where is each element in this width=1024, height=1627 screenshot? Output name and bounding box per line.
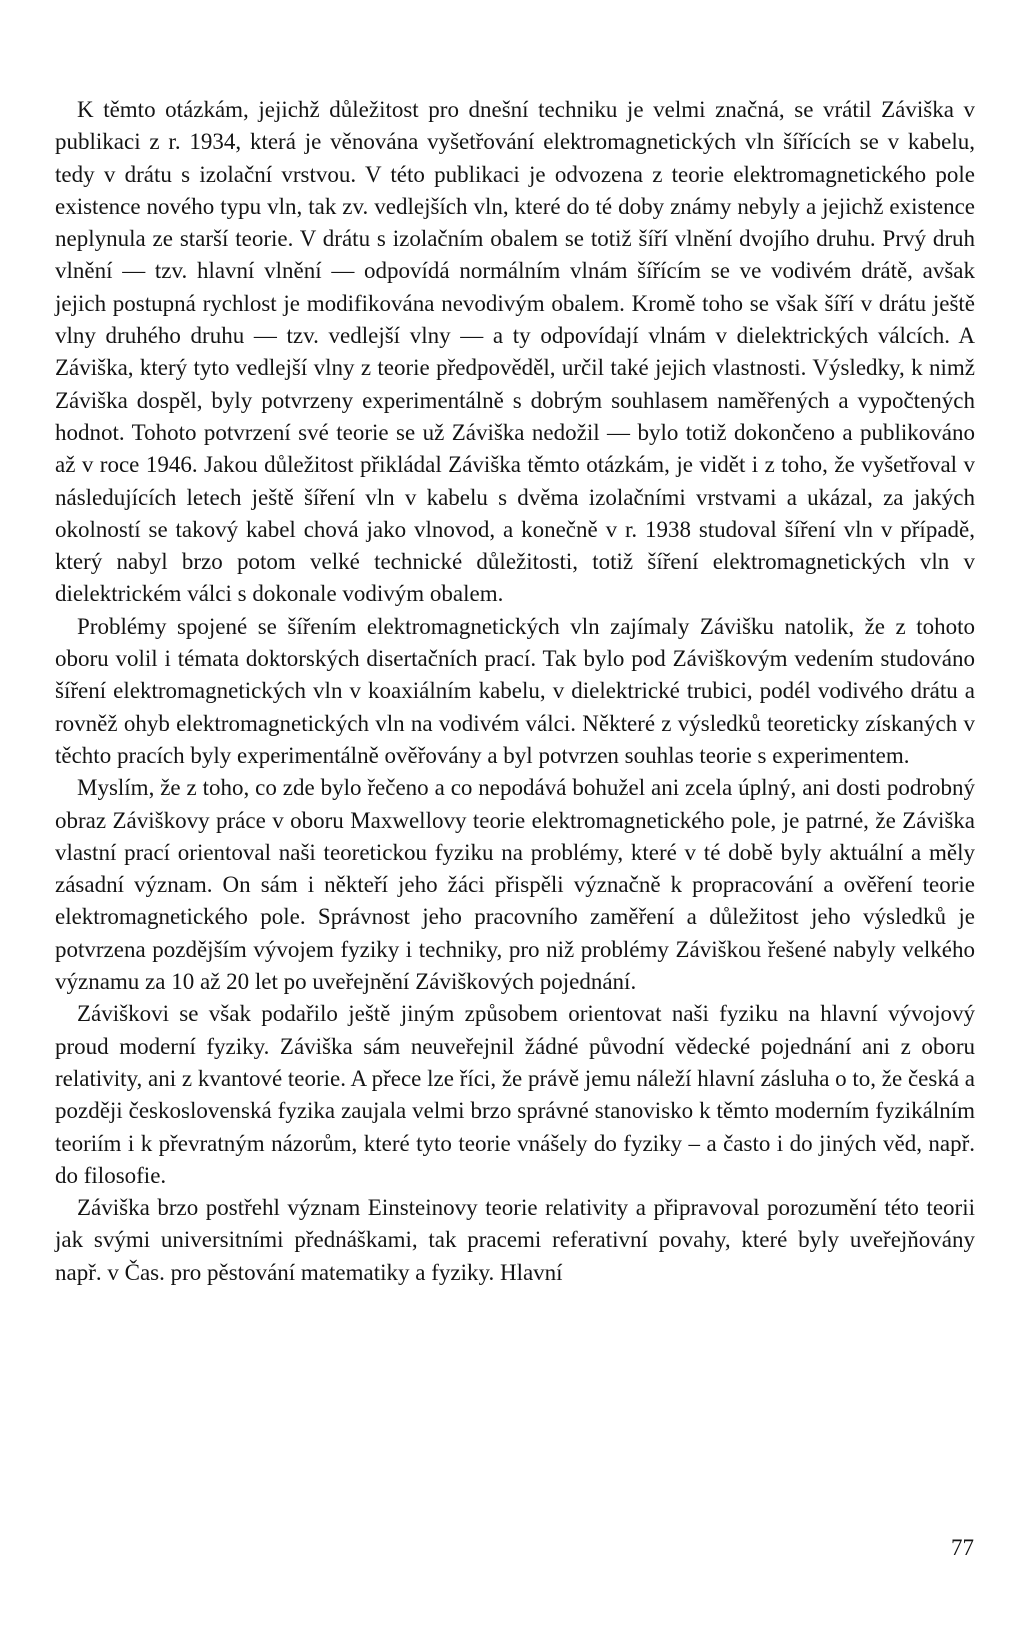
body-text [55,94,975,1289]
paragraph-2: Problémy spojené se šířením elektromagnetických vln zajímaly Závišku natolik, že z tohoto oboru volil i témata doktorských disertačních prací. Tak bylo pod Záviškovým vedením studováno šíření elektromagnetických vln v koaxiálním kabelu, v dielektrické trubici, podél vodivého drátu a rovněž ohyb elektromagnetických vln na vodivém válci. Některé z výsledků teoreticky získaných v těchto pracích byly experimentálně ověřovány a byl potvrzen souhlas teorie s experimentem. [55,613,975,768]
paragraph-4: Záviškovi se však podařilo ještě jiným způsobem orientovat naši fyziku na hlavní vývojový proud moderní fyziky. Záviška sám neuveřejnil žádné původní vědecké pojednání ani z oboru relativity, ani z kvantové teorie. A přece lze říci, že právě jemu náleží hlavní zásluha o to, že česká a později československá fyzika zaujala velmi brzo správné stanovisko k těmto moderním fyzikálním teoriím i k převratným názorům, které tyto teorie vnášely do fyziky – a často i do jiných věd, např. do filosofie. [55,1001,975,1188]
page-number: 77 [951,1535,974,1560]
paragraph-5: Záviška brzo postřehl význam Einsteinovy teorie relativity a připravoval porozumění této teorii jak svými universitními přednáškami, tak pracemi referativní povahy, které byly uveřejňovány např. v Čas. pro pěstování matematiky a fyziky. Hlavní [55,1195,975,1285]
paragraph-1: K těmto otázkám, jejichž důležitost pro dnešní techniku je velmi značná, se vrátil Záviška v publikaci z r. 1934, která je věnována vyšetřování elektromagnetických vln šířících se v kabelu, tedy v drátu s izolační vrstvou. V této publikaci je odvozena z teorie elektromagnetického pole existence nového typu vln, tak zv. vedlejších vln, které do té doby známy nebyly a jejichž existence neplynula ze starší teorie. V drátu s izolačním obalem se totiž šíří vlnění dvojího druhu. Prvý druh vlnění — tzv. hlavní vlnění — odpovídá normálním vlnám šířícím se ve vodivém drátě, avšak jejich postupná rychlost je modifikována nevodivým obalem. Kromě toho se však šíří v drátu ještě vlny druhého druhu — tzv. vedlejší vlny — a ty odpovídají vlnám v dielektrických válcích. A Záviška, který tyto vedlejší vlny z teorie předpověděl, určil také jejich vlastnosti. Výsledky, k nimž Záviška dospěl, byly potvrzeny experimentálně s dobrým souhlasem naměřených a vypočtených hodnot. Tohoto potvrzení své teorie se už Záviška nedožil — bylo totiž dokončeno a publikováno až v roce 1946. Jakou důležitost přikládal Záviška těmto otázkám, je vidět i z toho, že vyšetřoval v následujících letech ještě šíření vln v kabelu s dvěma izolačními vrstvami a ukázal, za jakých okolností se takový kabel chová jako vlnovod, a konečně v r. 1938 studoval šíření vln v případě, který nabyl brzo potom velké technické důležitosti, totiž šíření elektromagnetických vln v dielektrickém válci s dokonale vodivým obalem. [55,97,975,607]
paragraph-3: Myslím, že z toho, co zde bylo řečeno a co nepodává bohužel ani zcela úplný, ani dosti podrobný obraz Záviškovy práce v oboru Maxwellovy teorie elektromagnetického pole, je patrné, že Záviška vlastní prací orientoval naši teoretickou fyziku na problémy, které v té době byly aktuální a měly zásadní význam. On sám i někteří jeho žáci přispěli význačně k propracování a ověření teorie elektromagnetického pole. Správnost jeho pracovního zaměření a důležitost jeho výsledků je potvrzena pozdějším vývojem fyziky i techniky, pro niž problémy Záviškou řešené nabyly velkého významu za 10 až 20 let po uveřejnění Záviškových pojednání. [55,775,975,995]
